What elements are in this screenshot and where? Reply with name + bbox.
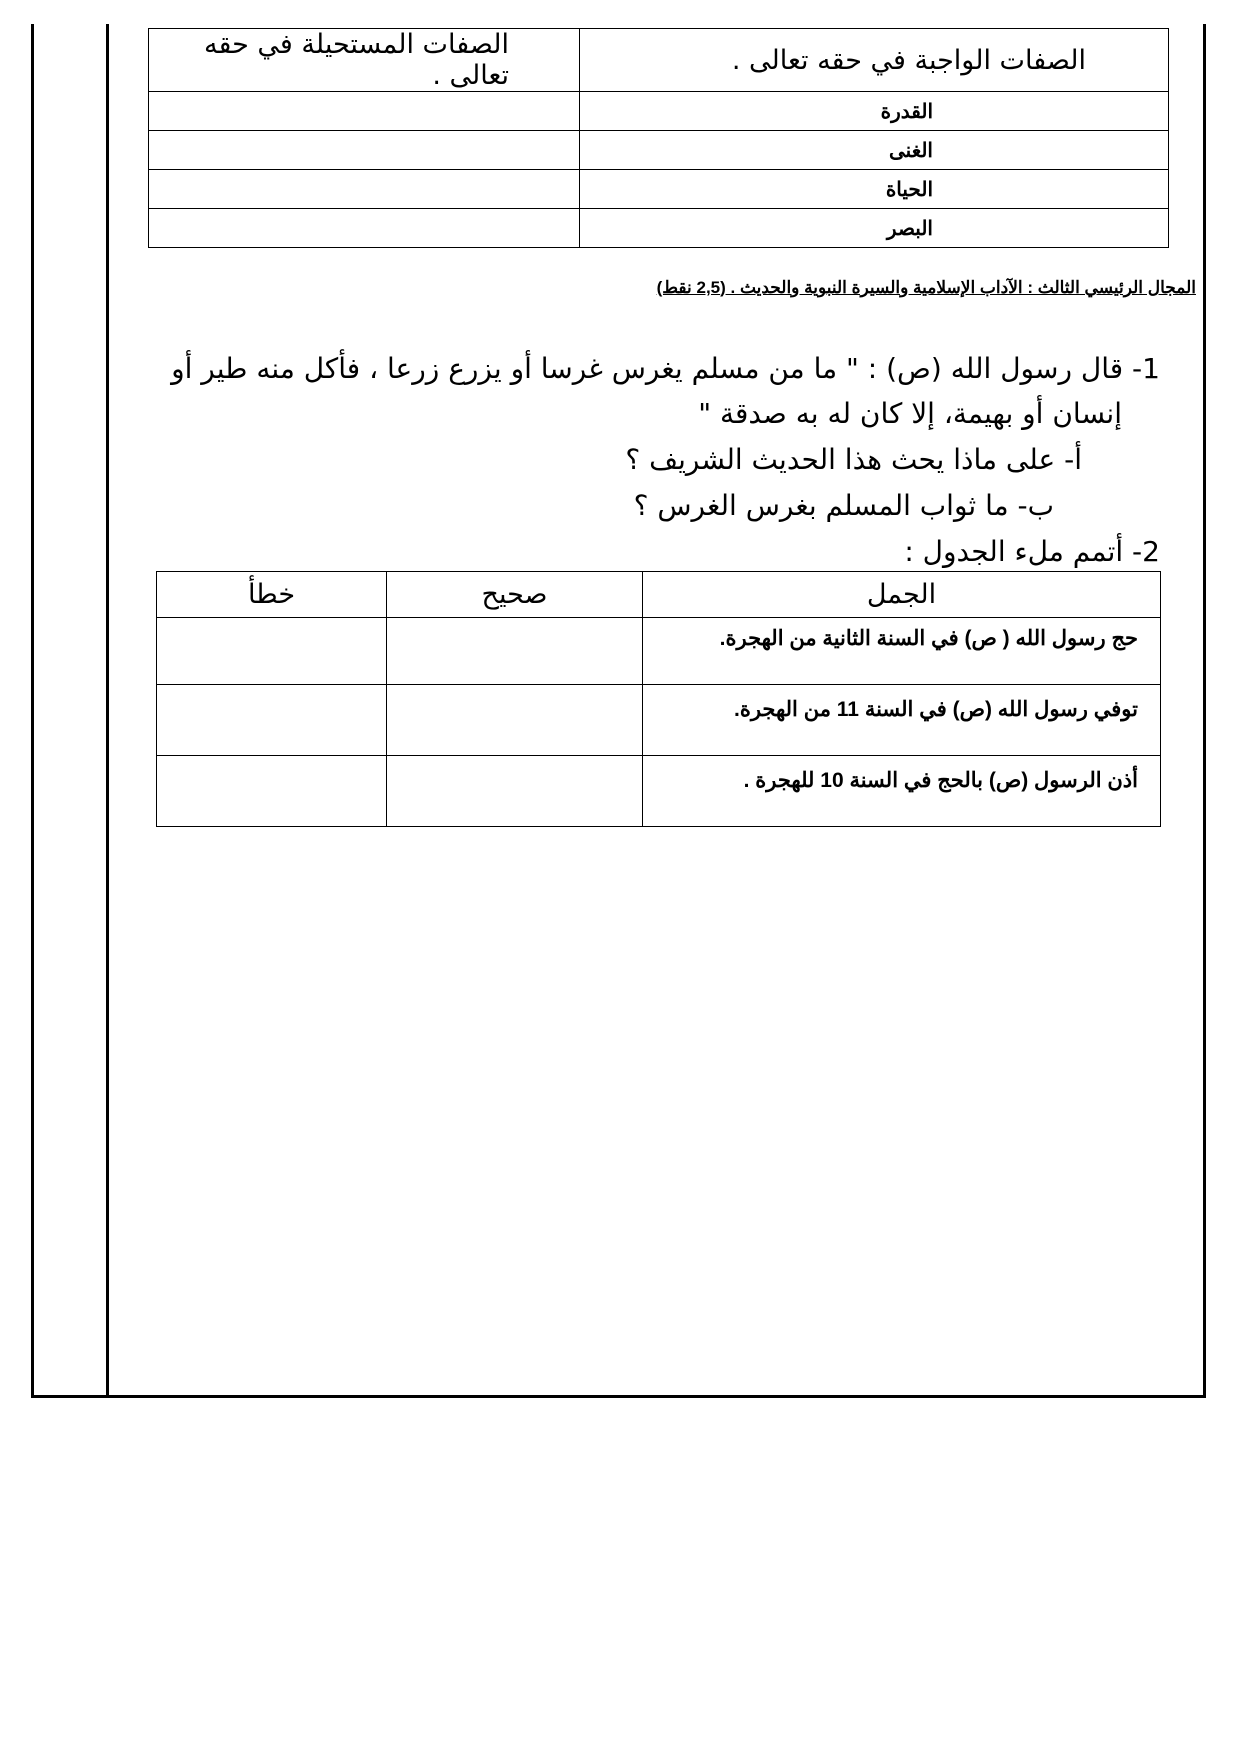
required-attributes-header: الصفات الواجبة في حقه تعالى . <box>580 29 1169 92</box>
wrong-cell[interactable] <box>157 618 387 685</box>
answer-cell[interactable] <box>149 92 580 131</box>
attributes-table <box>148 28 1169 248</box>
wrong-header: خطأ <box>157 572 387 618</box>
question-1-line-1: 1- قال رسول الله (ص) : " ما من مسلم يغرس غرسا أو يزرع زرعا ، فأكل منه طير أو <box>171 352 1160 385</box>
table-row <box>149 131 1169 170</box>
section-title: المجال الرئيسي الثالث : الآداب الإسلامية والسيرة النبوية والحديث . (2,5 نقط) <box>656 278 1196 297</box>
answer-cell[interactable] <box>149 170 580 209</box>
attribute-label: الحياة <box>580 170 1169 209</box>
table-row <box>149 170 1169 209</box>
impossible-attributes-header: الصفات المستحيلة في حقه تعالى . <box>149 29 580 92</box>
correct-cell[interactable] <box>387 756 643 827</box>
answer-cell[interactable] <box>149 131 580 170</box>
sentence-cell: أذن الرسول (ص) بالحج في السنة 10 للهجرة . <box>643 756 1161 827</box>
table-row <box>149 92 1169 131</box>
attribute-label: البصر <box>580 209 1169 248</box>
question-1-sub-b: ب- ما ثواب المسلم بغرس الغرس ؟ <box>633 489 1054 522</box>
margin-line <box>106 24 109 1398</box>
table-row <box>157 685 1161 756</box>
sentence-cell: توفي رسول الله (ص) في السنة 11 من الهجرة. <box>643 685 1161 756</box>
sentences-header: الجمل <box>643 572 1161 618</box>
table-row <box>157 618 1161 685</box>
wrong-cell[interactable] <box>157 685 387 756</box>
wrong-cell[interactable] <box>157 756 387 827</box>
correct-cell[interactable] <box>387 618 643 685</box>
sentence-cell: حج رسول الله ( ص) في السنة الثانية من الهجرة. <box>643 618 1161 685</box>
attribute-label: الغنى <box>580 131 1169 170</box>
question-1-sub-a: أ- على ماذا يحث هذا الحديث الشريف ؟ <box>625 443 1082 476</box>
answer-cell[interactable] <box>149 209 580 248</box>
correct-cell[interactable] <box>387 685 643 756</box>
attribute-label: القدرة <box>580 92 1169 131</box>
true-false-table <box>156 571 1161 827</box>
question-1-line-2: إنسان أو بهيمة، إلا كان له به صدقة " <box>698 397 1122 430</box>
question-2-prompt: 2- أتمم ملء الجدول : <box>904 535 1160 568</box>
table-row <box>157 756 1161 827</box>
table-row <box>149 209 1169 248</box>
correct-header: صحيح <box>387 572 643 618</box>
